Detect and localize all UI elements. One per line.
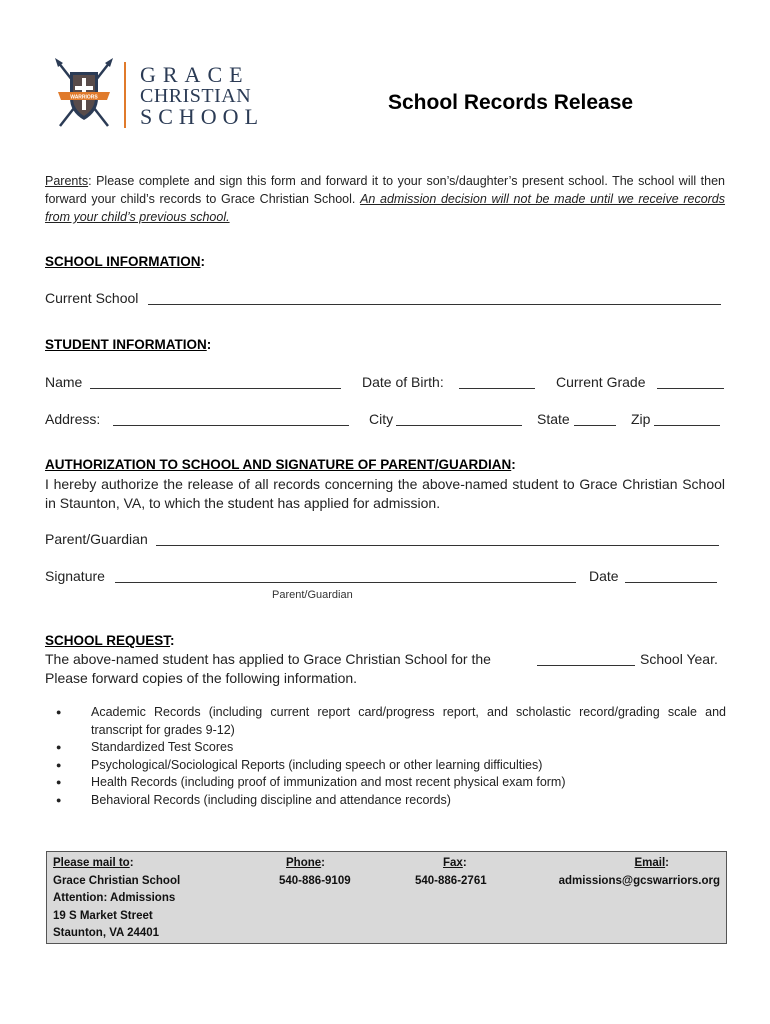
state-field[interactable]	[574, 425, 616, 426]
grade-label: Current Grade	[556, 374, 646, 390]
crest-icon	[52, 58, 116, 130]
grade-field[interactable]	[657, 388, 724, 389]
request-text-after: School Year.	[640, 651, 718, 667]
list-item: ● Academic Records (including current report card/progress report, and scholastic record/grading scale and transcript for grades 9-12)	[54, 704, 726, 739]
email-value[interactable]: admissions@gcswarriors.org	[558, 874, 720, 887]
logo-line-christian: CHRISTIAN	[140, 85, 252, 107]
student-info-heading: STUDENT INFORMATION:	[45, 337, 212, 352]
date-field[interactable]	[625, 582, 717, 583]
city-label: City	[369, 411, 394, 427]
fax-label: Fax:	[443, 857, 467, 869]
list-item: ● Health Records (including proof of immunization and most recent physical exam form)	[54, 774, 726, 792]
intro-label: Parents	[45, 174, 89, 188]
school-info-heading: SCHOOL INFORMATION:	[45, 254, 205, 269]
logo-divider	[124, 62, 126, 128]
logo-line-school: SCHOOL	[140, 104, 265, 129]
address-label: Address:	[45, 411, 101, 427]
authorization-text: I hereby authorize the release of all records concerning the above-named student to Grace Christian School in Staunton, VA, to which the student has applied for admission.	[45, 476, 725, 511]
intro-emphasis: An admission decision will not be made until we receive records from your child’s previous school.	[45, 192, 726, 224]
page-title: School Records Release	[388, 91, 634, 114]
dob-field[interactable]	[459, 388, 535, 389]
fax-value: 540-886-2761	[415, 874, 487, 887]
signature-label: Signature	[45, 568, 105, 584]
authorization-heading: AUTHORIZATION TO SCHOOL AND SIGNATURE OF PARENT/GUARDIAN:	[45, 457, 516, 472]
list-item: ● Standardized Test Scores	[54, 739, 726, 757]
parent-guardian-field[interactable]	[156, 545, 719, 546]
mail-line: Attention: Admissions	[53, 892, 176, 904]
state-label: State	[537, 411, 570, 427]
request-line2: Please forward copies of the following information.	[45, 670, 358, 686]
list-item: ● Behavioral Records (including discipline and attendance records)	[54, 792, 726, 810]
school-year-field[interactable]	[537, 665, 635, 666]
name-field[interactable]	[90, 388, 341, 389]
current-school-field[interactable]	[148, 304, 721, 305]
logo-banner-text: WARRIORS	[70, 94, 98, 101]
school-logo	[52, 58, 272, 130]
city-field[interactable]	[396, 425, 522, 426]
school-request-heading: SCHOOL REQUEST:	[45, 633, 175, 648]
contact-box	[46, 851, 727, 944]
intro-text: : Please complete and sign this form and forward it to your son’s/daughter’s present school. The school will then forward your child’s records to Grace Christian School.	[45, 174, 725, 206]
phone-value: 540-886-9109	[279, 874, 351, 887]
mail-label: Please mail to:	[53, 857, 134, 869]
phone-label: Phone:	[286, 857, 325, 869]
name-label: Name	[45, 374, 83, 390]
dob-label: Date of Birth:	[362, 374, 444, 390]
zip-field[interactable]	[654, 425, 720, 426]
email-label: Email:	[634, 857, 669, 869]
request-text-before: The above-named student has applied to Grace Christian School for the	[45, 651, 491, 667]
mail-line: Staunton, VA 24401	[53, 927, 160, 939]
records-list	[54, 704, 726, 809]
signature-field[interactable]	[115, 582, 576, 583]
address-field[interactable]	[113, 425, 349, 426]
signature-caption: Parent/Guardian	[272, 589, 353, 601]
logo-line-grace: GRACE	[140, 62, 250, 87]
mail-line: 19 S Market Street	[53, 909, 153, 922]
mail-line: Grace Christian School	[53, 874, 181, 887]
parent-guardian-label: Parent/Guardian	[45, 531, 148, 547]
zip-label: Zip	[631, 411, 651, 427]
date-label: Date	[589, 568, 619, 584]
list-item: ● Psychological/Sociological Reports (including speech or other learning difficulties)	[54, 757, 726, 775]
intro-paragraph	[45, 172, 725, 226]
current-school-label: Current School	[45, 290, 139, 306]
